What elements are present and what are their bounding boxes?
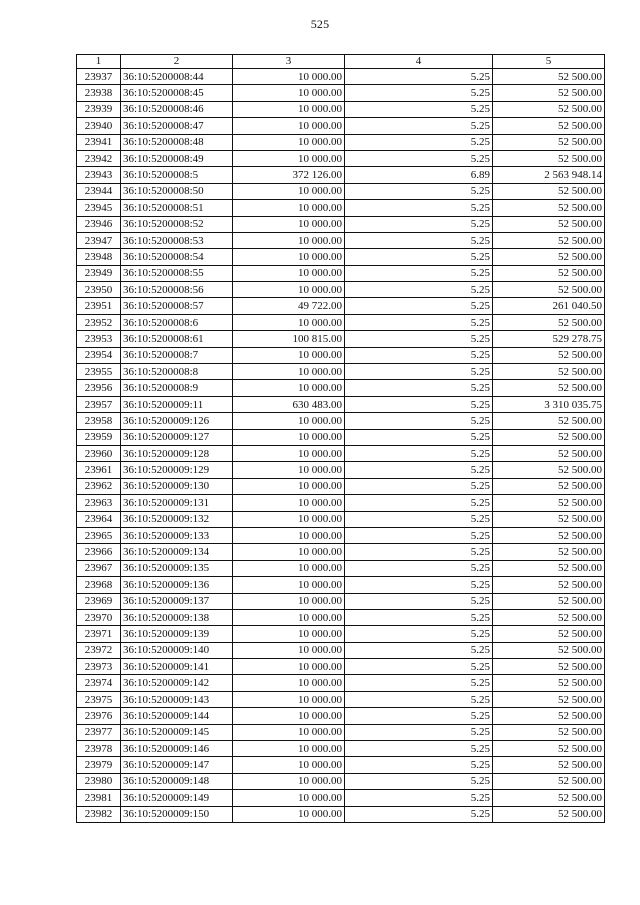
cadastral-number-cell: 36:10:5200008:57 (121, 298, 233, 314)
value-cell: 52 500.00 (493, 314, 605, 330)
value-cell: 261 040.50 (493, 298, 605, 314)
area-cell: 10 000.00 (233, 314, 345, 330)
area-cell: 10 000.00 (233, 724, 345, 740)
cadastral-number-cell: 36:10:5200008:48 (121, 134, 233, 150)
cadastral-number-cell: 36:10:5200009:147 (121, 757, 233, 773)
cadastral-number-cell: 36:10:5200008:47 (121, 118, 233, 134)
rate-cell: 5.25 (345, 249, 493, 265)
row-number-cell: 23940 (77, 118, 121, 134)
row-number-cell: 23978 (77, 741, 121, 757)
area-cell: 10 000.00 (233, 380, 345, 396)
cadastral-number-cell: 36:10:5200009:141 (121, 659, 233, 675)
area-cell: 10 000.00 (233, 790, 345, 806)
table-row (77, 495, 605, 511)
value-cell: 52 500.00 (493, 232, 605, 248)
area-cell: 10 000.00 (233, 626, 345, 642)
rate-cell: 5.25 (345, 85, 493, 101)
table-row (77, 445, 605, 461)
rate-cell: 5.25 (345, 150, 493, 166)
rate-cell: 5.25 (345, 609, 493, 625)
table-row (77, 150, 605, 166)
cadastral-number-cell: 36:10:5200009:127 (121, 429, 233, 445)
row-number-cell: 23953 (77, 331, 121, 347)
rate-cell: 5.25 (345, 741, 493, 757)
page-number: 525 (310, 17, 330, 31)
cadastral-number-cell: 36:10:5200008:6 (121, 314, 233, 330)
row-number-cell: 23947 (77, 232, 121, 248)
table-row (77, 462, 605, 478)
area-cell: 10 000.00 (233, 69, 345, 85)
row-number-cell: 23956 (77, 380, 121, 396)
row-number-cell: 23968 (77, 577, 121, 593)
table-row (77, 232, 605, 248)
table-row (77, 577, 605, 593)
value-cell: 2 563 948.14 (493, 167, 605, 183)
table-header (77, 55, 605, 69)
value-cell: 52 500.00 (493, 413, 605, 429)
row-number-cell: 23952 (77, 314, 121, 330)
table-row (77, 626, 605, 642)
row-number-cell: 23970 (77, 609, 121, 625)
table-row (77, 85, 605, 101)
cadastral-number-cell: 36:10:5200009:138 (121, 609, 233, 625)
cadastral-number-cell: 36:10:5200008:56 (121, 282, 233, 298)
row-number-cell: 23944 (77, 183, 121, 199)
cadastral-number-cell: 36:10:5200009:135 (121, 560, 233, 576)
cadastral-number-cell: 36:10:5200008:8 (121, 364, 233, 380)
rate-cell: 5.25 (345, 314, 493, 330)
rate-cell: 5.25 (345, 675, 493, 691)
column-header-3: 3 (233, 55, 345, 69)
table-row (77, 757, 605, 773)
value-cell: 529 278.75 (493, 331, 605, 347)
rate-cell: 5.25 (345, 511, 493, 527)
value-cell: 52 500.00 (493, 642, 605, 658)
area-cell: 10 000.00 (233, 183, 345, 199)
row-number-cell: 23958 (77, 413, 121, 429)
rate-cell: 5.25 (345, 282, 493, 298)
table-row (77, 265, 605, 281)
table-row (77, 511, 605, 527)
table-row (77, 609, 605, 625)
area-cell: 10 000.00 (233, 265, 345, 281)
area-cell: 10 000.00 (233, 364, 345, 380)
table-row (77, 544, 605, 560)
rate-cell: 5.25 (345, 593, 493, 609)
rate-cell: 5.25 (345, 790, 493, 806)
cadastral-number-cell: 36:10:5200008:52 (121, 216, 233, 232)
row-number-cell: 23965 (77, 527, 121, 543)
area-cell: 10 000.00 (233, 659, 345, 675)
value-cell: 52 500.00 (493, 150, 605, 166)
rate-cell: 5.25 (345, 708, 493, 724)
rate-cell: 5.25 (345, 691, 493, 707)
row-number-cell: 23980 (77, 773, 121, 789)
area-cell: 10 000.00 (233, 773, 345, 789)
cadastral-number-cell: 36:10:5200009:129 (121, 462, 233, 478)
value-cell: 52 500.00 (493, 790, 605, 806)
cadastral-number-cell: 36:10:5200009:143 (121, 691, 233, 707)
value-cell: 52 500.00 (493, 282, 605, 298)
cadastral-number-cell: 36:10:5200008:50 (121, 183, 233, 199)
row-number-cell: 23967 (77, 560, 121, 576)
rate-cell: 5.25 (345, 396, 493, 412)
header-row (77, 55, 605, 69)
row-number-cell: 23975 (77, 691, 121, 707)
table-row (77, 527, 605, 543)
cadastral-number-cell: 36:10:5200008:49 (121, 150, 233, 166)
table-row (77, 396, 605, 412)
cadastral-number-cell: 36:10:5200008:51 (121, 200, 233, 216)
area-cell: 10 000.00 (233, 216, 345, 232)
area-cell: 372 126.00 (233, 167, 345, 183)
row-number-cell: 23982 (77, 806, 121, 822)
table-row (77, 216, 605, 232)
row-number-cell: 23962 (77, 478, 121, 494)
value-cell: 52 500.00 (493, 216, 605, 232)
table-row (77, 790, 605, 806)
value-cell: 52 500.00 (493, 380, 605, 396)
value-cell: 52 500.00 (493, 741, 605, 757)
cadastral-number-cell: 36:10:5200008:61 (121, 331, 233, 347)
value-cell: 52 500.00 (493, 609, 605, 625)
cadastral-number-cell: 36:10:5200008:45 (121, 85, 233, 101)
cadastral-number-cell: 36:10:5200009:11 (121, 396, 233, 412)
row-number-cell: 23955 (77, 364, 121, 380)
column-header-4: 4 (345, 55, 493, 69)
table-row (77, 118, 605, 134)
row-number-cell: 23960 (77, 445, 121, 461)
area-cell: 10 000.00 (233, 445, 345, 461)
rate-cell: 5.25 (345, 413, 493, 429)
row-number-cell: 23941 (77, 134, 121, 150)
value-cell: 52 500.00 (493, 134, 605, 150)
area-cell: 10 000.00 (233, 249, 345, 265)
area-cell: 10 000.00 (233, 757, 345, 773)
table-row (77, 724, 605, 740)
table-row (77, 200, 605, 216)
table-row (77, 691, 605, 707)
table-row (77, 298, 605, 314)
value-cell: 52 500.00 (493, 511, 605, 527)
table-row (77, 773, 605, 789)
table-row (77, 429, 605, 445)
table-row (77, 69, 605, 85)
row-number-cell: 23937 (77, 69, 121, 85)
table-row (77, 478, 605, 494)
row-number-cell: 23950 (77, 282, 121, 298)
row-number-cell: 23979 (77, 757, 121, 773)
cadastral-number-cell: 36:10:5200009:131 (121, 495, 233, 511)
value-cell: 52 500.00 (493, 593, 605, 609)
table-row (77, 593, 605, 609)
table-row (77, 282, 605, 298)
row-number-cell: 23969 (77, 593, 121, 609)
row-number-cell: 23973 (77, 659, 121, 675)
rate-cell: 5.25 (345, 626, 493, 642)
area-cell: 100 815.00 (233, 331, 345, 347)
rate-cell: 5.25 (345, 445, 493, 461)
cadastral-number-cell: 36:10:5200009:137 (121, 593, 233, 609)
row-number-cell: 23963 (77, 495, 121, 511)
area-cell: 10 000.00 (233, 85, 345, 101)
value-cell: 52 500.00 (493, 544, 605, 560)
table-row (77, 331, 605, 347)
cadastral-number-cell: 36:10:5200009:133 (121, 527, 233, 543)
area-cell: 10 000.00 (233, 609, 345, 625)
rate-cell: 5.25 (345, 232, 493, 248)
cadastral-number-cell: 36:10:5200009:126 (121, 413, 233, 429)
cadastral-number-cell: 36:10:5200009:136 (121, 577, 233, 593)
area-cell: 10 000.00 (233, 413, 345, 429)
area-cell: 10 000.00 (233, 593, 345, 609)
area-cell: 10 000.00 (233, 134, 345, 150)
cadastral-number-cell: 36:10:5200009:148 (121, 773, 233, 789)
value-cell: 52 500.00 (493, 69, 605, 85)
row-number-cell: 23945 (77, 200, 121, 216)
row-number-cell: 23938 (77, 85, 121, 101)
cadastral-number-cell: 36:10:5200009:149 (121, 790, 233, 806)
rate-cell: 5.25 (345, 69, 493, 85)
rate-cell: 5.25 (345, 462, 493, 478)
rate-cell: 5.25 (345, 380, 493, 396)
area-cell: 10 000.00 (233, 200, 345, 216)
area-cell: 10 000.00 (233, 118, 345, 134)
data-table (76, 54, 605, 823)
value-cell: 52 500.00 (493, 724, 605, 740)
row-number-cell: 23939 (77, 101, 121, 117)
value-cell: 52 500.00 (493, 101, 605, 117)
row-number-cell: 23942 (77, 150, 121, 166)
value-cell: 52 500.00 (493, 85, 605, 101)
rate-cell: 5.25 (345, 527, 493, 543)
area-cell: 10 000.00 (233, 429, 345, 445)
table-row (77, 659, 605, 675)
row-number-cell: 23971 (77, 626, 121, 642)
cadastral-number-cell: 36:10:5200009:146 (121, 741, 233, 757)
row-number-cell: 23964 (77, 511, 121, 527)
rate-cell: 5.25 (345, 495, 493, 511)
cadastral-number-cell: 36:10:5200008:46 (121, 101, 233, 117)
cadastral-number-cell: 36:10:5200009:134 (121, 544, 233, 560)
value-cell: 52 500.00 (493, 429, 605, 445)
rate-cell: 5.25 (345, 560, 493, 576)
area-cell: 630 483.00 (233, 396, 345, 412)
value-cell: 52 500.00 (493, 200, 605, 216)
cadastral-number-cell: 36:10:5200009:128 (121, 445, 233, 461)
cadastral-number-cell: 36:10:5200009:142 (121, 675, 233, 691)
area-cell: 10 000.00 (233, 495, 345, 511)
area-cell: 10 000.00 (233, 560, 345, 576)
row-number-cell: 23959 (77, 429, 121, 445)
cadastral-number-cell: 36:10:5200009:130 (121, 478, 233, 494)
table-row (77, 642, 605, 658)
rate-cell: 5.25 (345, 544, 493, 560)
column-header-5: 5 (493, 55, 605, 69)
row-number-cell: 23976 (77, 708, 121, 724)
rate-cell: 5.25 (345, 757, 493, 773)
row-number-cell: 23949 (77, 265, 121, 281)
value-cell: 52 500.00 (493, 445, 605, 461)
area-cell: 10 000.00 (233, 150, 345, 166)
row-number-cell: 23957 (77, 396, 121, 412)
column-header-1: 1 (77, 55, 121, 69)
rate-cell: 5.25 (345, 200, 493, 216)
area-cell: 49 722.00 (233, 298, 345, 314)
cadastral-number-cell: 36:10:5200008:7 (121, 347, 233, 363)
rate-cell: 5.25 (345, 724, 493, 740)
value-cell: 52 500.00 (493, 478, 605, 494)
table-row (77, 314, 605, 330)
area-cell: 10 000.00 (233, 708, 345, 724)
row-number-cell: 23972 (77, 642, 121, 658)
value-cell: 52 500.00 (493, 495, 605, 511)
table-row (77, 741, 605, 757)
area-cell: 10 000.00 (233, 806, 345, 822)
rate-cell: 5.25 (345, 331, 493, 347)
area-cell: 10 000.00 (233, 478, 345, 494)
row-number-cell: 23946 (77, 216, 121, 232)
row-number-cell: 23954 (77, 347, 121, 363)
area-cell: 10 000.00 (233, 282, 345, 298)
rate-cell: 6.89 (345, 167, 493, 183)
value-cell: 52 500.00 (493, 708, 605, 724)
cadastral-number-cell: 36:10:5200009:150 (121, 806, 233, 822)
row-number-cell: 23961 (77, 462, 121, 478)
column-header-2: 2 (121, 55, 233, 69)
table-row (77, 347, 605, 363)
cadastral-number-cell: 36:10:5200009:145 (121, 724, 233, 740)
row-number-cell: 23974 (77, 675, 121, 691)
rate-cell: 5.25 (345, 101, 493, 117)
row-number-cell: 23981 (77, 790, 121, 806)
rate-cell: 5.25 (345, 429, 493, 445)
value-cell: 52 500.00 (493, 675, 605, 691)
area-cell: 10 000.00 (233, 511, 345, 527)
value-cell: 52 500.00 (493, 757, 605, 773)
rate-cell: 5.25 (345, 806, 493, 822)
table-row (77, 249, 605, 265)
cadastral-number-cell: 36:10:5200009:139 (121, 626, 233, 642)
area-cell: 10 000.00 (233, 527, 345, 543)
area-cell: 10 000.00 (233, 741, 345, 757)
value-cell: 52 500.00 (493, 773, 605, 789)
row-number-cell: 23951 (77, 298, 121, 314)
rate-cell: 5.25 (345, 298, 493, 314)
row-number-cell: 23943 (77, 167, 121, 183)
table-row (77, 380, 605, 396)
area-cell: 10 000.00 (233, 232, 345, 248)
cadastral-number-cell: 36:10:5200008:53 (121, 232, 233, 248)
cadastral-number-cell: 36:10:5200008:55 (121, 265, 233, 281)
table-row (77, 708, 605, 724)
cadastral-number-cell: 36:10:5200008:9 (121, 380, 233, 396)
value-cell: 52 500.00 (493, 118, 605, 134)
cadastral-number-cell: 36:10:5200008:5 (121, 167, 233, 183)
table-row (77, 806, 605, 822)
value-cell: 52 500.00 (493, 347, 605, 363)
table-row (77, 101, 605, 117)
table-row (77, 167, 605, 183)
cadastral-number-cell: 36:10:5200009:140 (121, 642, 233, 658)
rate-cell: 5.25 (345, 364, 493, 380)
area-cell: 10 000.00 (233, 691, 345, 707)
value-cell: 52 500.00 (493, 462, 605, 478)
rate-cell: 5.25 (345, 347, 493, 363)
rate-cell: 5.25 (345, 183, 493, 199)
value-cell: 52 500.00 (493, 364, 605, 380)
table-row (77, 560, 605, 576)
value-cell: 52 500.00 (493, 560, 605, 576)
area-cell: 10 000.00 (233, 577, 345, 593)
row-number-cell: 23977 (77, 724, 121, 740)
table-row (77, 413, 605, 429)
value-cell: 52 500.00 (493, 183, 605, 199)
rate-cell: 5.25 (345, 577, 493, 593)
value-cell: 52 500.00 (493, 249, 605, 265)
table-row (77, 134, 605, 150)
table-body (77, 69, 605, 823)
area-cell: 10 000.00 (233, 544, 345, 560)
rate-cell: 5.25 (345, 265, 493, 281)
area-cell: 10 000.00 (233, 642, 345, 658)
rate-cell: 5.25 (345, 216, 493, 232)
value-cell: 52 500.00 (493, 577, 605, 593)
area-cell: 10 000.00 (233, 101, 345, 117)
rate-cell: 5.25 (345, 134, 493, 150)
value-cell: 52 500.00 (493, 659, 605, 675)
value-cell: 52 500.00 (493, 806, 605, 822)
row-number-cell: 23948 (77, 249, 121, 265)
cadastral-number-cell: 36:10:5200008:44 (121, 69, 233, 85)
value-cell: 52 500.00 (493, 527, 605, 543)
value-cell: 3 310 035.75 (493, 396, 605, 412)
table-row (77, 364, 605, 380)
cadastral-number-cell: 36:10:5200008:54 (121, 249, 233, 265)
row-number-cell: 23966 (77, 544, 121, 560)
cadastral-number-cell: 36:10:5200009:132 (121, 511, 233, 527)
value-cell: 52 500.00 (493, 626, 605, 642)
cadastral-number-cell: 36:10:5200009:144 (121, 708, 233, 724)
rate-cell: 5.25 (345, 118, 493, 134)
area-cell: 10 000.00 (233, 675, 345, 691)
rate-cell: 5.25 (345, 642, 493, 658)
rate-cell: 5.25 (345, 773, 493, 789)
rate-cell: 5.25 (345, 659, 493, 675)
area-cell: 10 000.00 (233, 347, 345, 363)
area-cell: 10 000.00 (233, 462, 345, 478)
rate-cell: 5.25 (345, 478, 493, 494)
table-row (77, 675, 605, 691)
value-cell: 52 500.00 (493, 265, 605, 281)
value-cell: 52 500.00 (493, 691, 605, 707)
table-row (77, 183, 605, 199)
